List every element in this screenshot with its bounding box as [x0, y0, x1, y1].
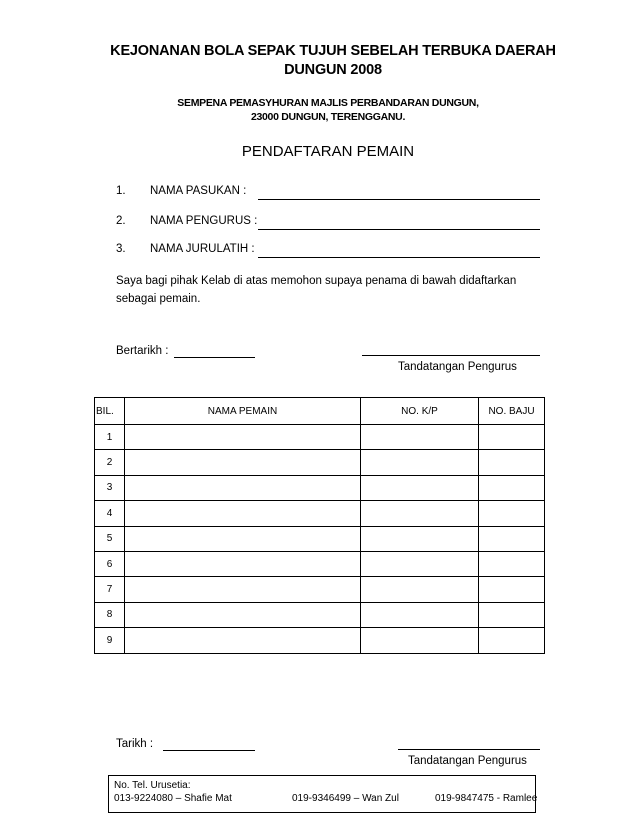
player-name-cell[interactable] [125, 602, 361, 627]
ic-number-cell[interactable] [361, 526, 479, 551]
jersey-number-cell[interactable] [479, 577, 545, 602]
document-title [0, 42, 638, 80]
jersey-number-cell[interactable] [479, 602, 545, 627]
secretariat-contact-box [108, 775, 536, 813]
table-row [95, 602, 545, 627]
player-name-cell[interactable] [125, 501, 361, 526]
row-number: 8 [95, 602, 125, 627]
coach-name-input-line[interactable] [258, 257, 540, 258]
bottom-date-label: Tarikh : [116, 738, 154, 750]
table-row [95, 551, 545, 576]
column-header-bil: BIL. [95, 398, 125, 425]
ic-number-cell[interactable] [361, 551, 479, 576]
jersey-number-cell[interactable] [479, 450, 545, 475]
bottom-signature-line[interactable] [398, 749, 540, 750]
row-number: 1 [95, 425, 125, 450]
table-row [95, 450, 545, 475]
player-name-cell[interactable] [125, 475, 361, 500]
table-header-row [95, 398, 545, 425]
row-number: 7 [95, 577, 125, 602]
table-row [95, 425, 545, 450]
contact-label: No. Tel. Urusetia: [114, 780, 191, 791]
field-label: NAMA PASUKAN : [150, 185, 247, 197]
title-line-1: KEJONANAN BOLA SEPAK TUJUH SEBELAH TERBUKA DAERAH [110, 43, 556, 59]
row-number: 6 [95, 551, 125, 576]
signature-line[interactable] [362, 355, 540, 356]
contact-shafie: 013-9224080 – Shafie Mat [114, 793, 232, 804]
table-row [95, 526, 545, 551]
row-number: 2 [95, 450, 125, 475]
declaration-text: Saya bagi pihak Kelab di atas memohon supaya penama di bawah didaftarkan sebagai pemain. [116, 275, 517, 305]
player-name-cell[interactable] [125, 450, 361, 475]
jersey-number-cell[interactable] [479, 425, 545, 450]
field-number: 2. [116, 215, 126, 227]
jersey-number-cell[interactable] [479, 628, 545, 653]
column-header-no-baju: NO. BAJU [479, 398, 545, 425]
column-header-nama-pemain: NAMA PEMAIN [125, 398, 361, 425]
subtitle-line-2: 23000 DUNGUN, TERENGGANU. [250, 111, 406, 123]
bottom-signature-label: Tandatangan Pengurus [408, 755, 527, 767]
team-name-input-line[interactable] [258, 199, 540, 200]
jersey-number-cell[interactable] [479, 501, 545, 526]
ic-number-cell[interactable] [361, 425, 479, 450]
table-row [95, 577, 545, 602]
signature-label: Tandatangan Pengurus [398, 361, 517, 373]
row-number: 3 [95, 475, 125, 500]
row-number: 5 [95, 526, 125, 551]
field-number: 1. [116, 185, 126, 197]
date-input-line[interactable] [174, 357, 255, 358]
player-name-cell[interactable] [125, 577, 361, 602]
jersey-number-cell[interactable] [479, 526, 545, 551]
date-label: Bertarikh : [116, 345, 169, 357]
ic-number-cell[interactable] [361, 475, 479, 500]
field-number: 3. [116, 243, 126, 255]
table-row [95, 501, 545, 526]
ic-number-cell[interactable] [361, 450, 479, 475]
field-label: NAMA PENGURUS : [150, 215, 258, 227]
manager-name-input-line[interactable] [258, 229, 540, 230]
ic-number-cell[interactable] [361, 602, 479, 627]
table-row [95, 475, 545, 500]
ic-number-cell[interactable] [361, 577, 479, 602]
ic-number-cell[interactable] [361, 501, 479, 526]
player-name-cell[interactable] [125, 551, 361, 576]
player-name-cell[interactable] [125, 628, 361, 653]
subtitle-line-1: SEMPENA PEMASYHURAN MAJLIS PERBANDARAN DUNGUN, [177, 97, 479, 109]
field-label: NAMA JURULATIH : [150, 243, 255, 255]
row-number: 9 [95, 628, 125, 653]
column-header-no-kp: NO. K/P [361, 398, 479, 425]
jersey-number-cell[interactable] [479, 551, 545, 576]
row-number: 4 [95, 501, 125, 526]
contact-ramlee: 019-9847475 - Ramlee [435, 793, 538, 804]
player-name-cell[interactable] [125, 526, 361, 551]
document-subtitle [0, 96, 638, 124]
title-line-2: DUNGUN 2008 [284, 62, 382, 78]
table-row [95, 628, 545, 653]
jersey-number-cell[interactable] [479, 475, 545, 500]
player-table [94, 397, 545, 654]
bottom-date-input-line[interactable] [163, 750, 255, 751]
ic-number-cell[interactable] [361, 628, 479, 653]
player-name-cell[interactable] [125, 425, 361, 450]
form-title: PENDAFTARAN PEMAIN [241, 143, 415, 160]
contact-wan-zul: 019-9346499 – Wan Zul [292, 793, 399, 804]
